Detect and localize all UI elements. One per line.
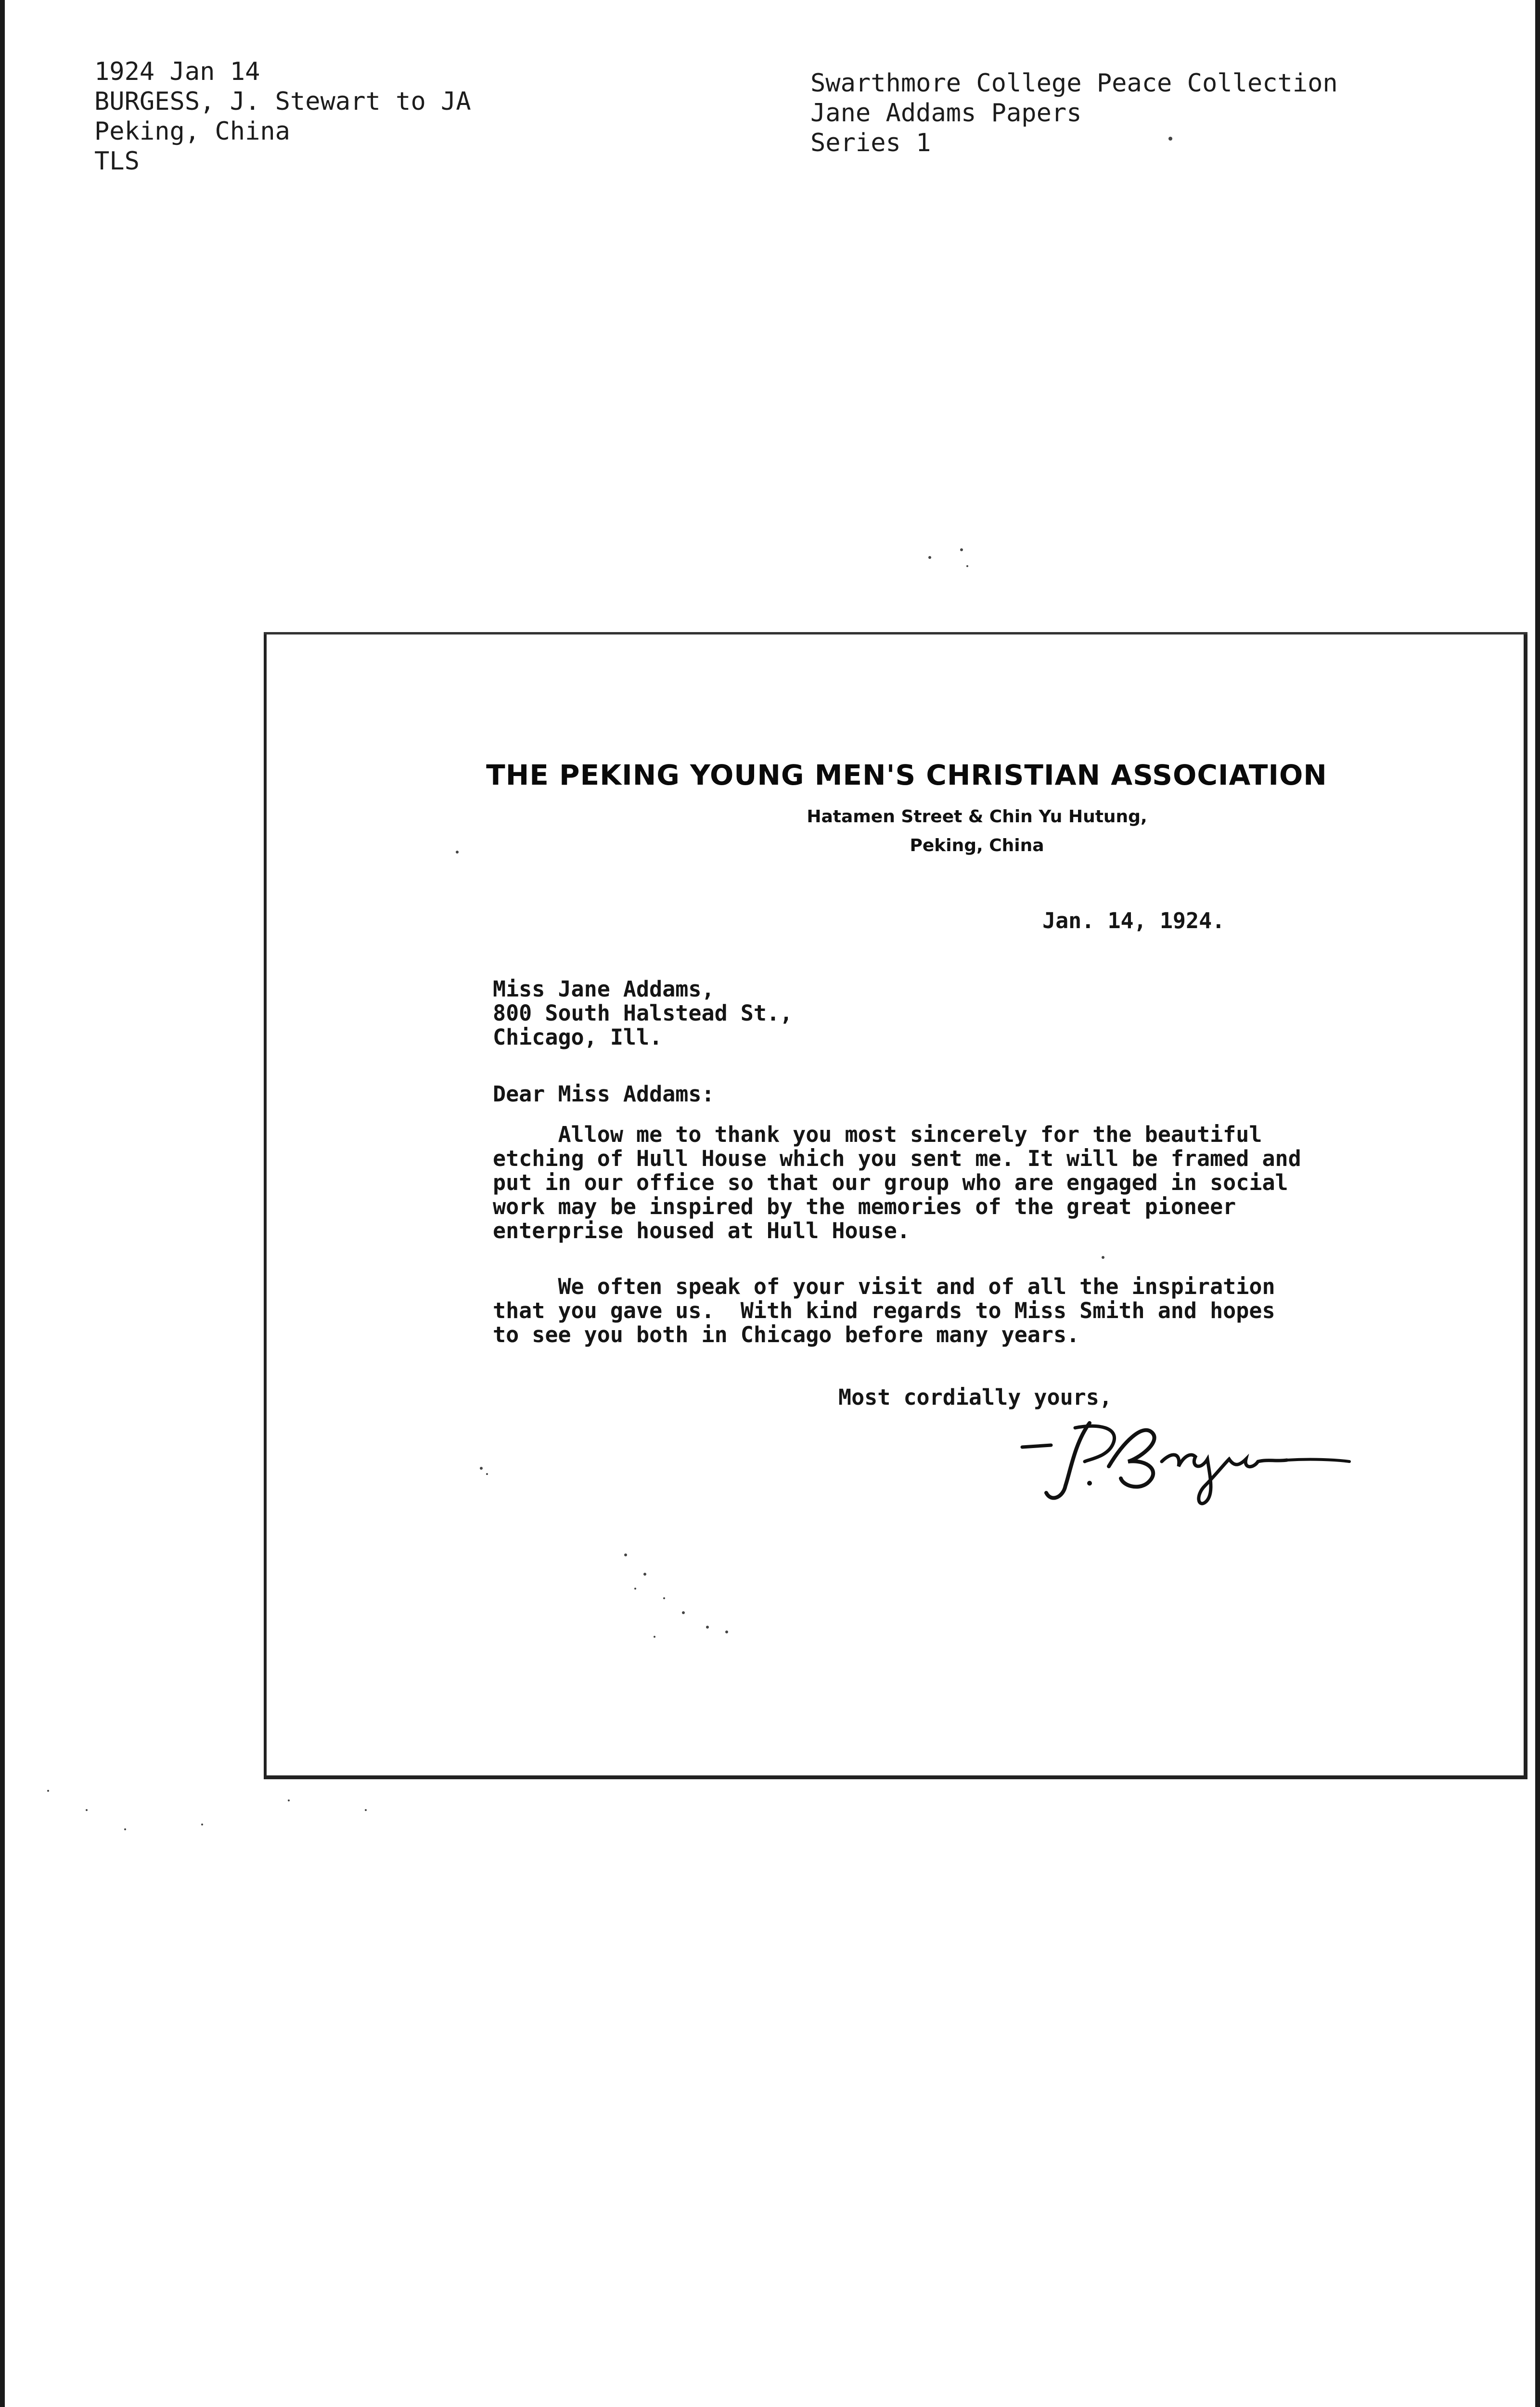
- body-line: We often speak of your visit and of all the inspiration: [493, 1274, 1275, 1299]
- catalog-correspondents: BURGESS, J. Stewart to JA: [94, 87, 471, 116]
- salutation: Dear Miss Addams:: [493, 1081, 715, 1107]
- catalog-place: Peking, China: [94, 117, 290, 146]
- recipient-address: [493, 977, 793, 1049]
- handwritten-signature: [1017, 1413, 1354, 1510]
- body-line: enterprise housed at Hull House.: [493, 1218, 910, 1243]
- body-line: to see you both in Chicago before many years.: [493, 1322, 1080, 1347]
- body-line: that you gave us. With kind regards to Miss Smith and hopes: [493, 1298, 1275, 1323]
- scan-edge-right: [1535, 0, 1540, 2407]
- recipient-street: 800 South Halstead St.,: [493, 1000, 793, 1026]
- catalog-info-left: [94, 57, 471, 176]
- recipient-name: Miss Jane Addams,: [493, 976, 715, 1002]
- catalog-info-right: [810, 68, 1338, 158]
- body-paragraph-1: [493, 1123, 1301, 1243]
- catalog-collection: Swarthmore College Peace Collection: [810, 69, 1338, 98]
- catalog-papers: Jane Addams Papers: [810, 99, 1082, 128]
- body-line: Allow me to thank you most sincerely for the beautiful: [493, 1122, 1262, 1147]
- letterhead-city: Peking, China: [910, 836, 1044, 855]
- body-line: work may be inspired by the memories of the great pioneer: [493, 1194, 1236, 1219]
- body-line: etching of Hull House which you sent me. It will be framed and: [493, 1146, 1301, 1171]
- catalog-doc-type: TLS: [94, 147, 140, 176]
- body-line: put in our office so that our group who are engaged in social: [493, 1170, 1288, 1195]
- closing: Most cordially yours,: [838, 1385, 1112, 1410]
- letter-card: [264, 634, 1527, 1775]
- letterhead-street: Hatamen Street & Chin Yu Hutung,: [807, 807, 1147, 827]
- catalog-series: Series 1: [810, 129, 931, 157]
- scan-edge-left: [0, 0, 5, 2407]
- recipient-city: Chicago, Ill.: [493, 1024, 663, 1050]
- body-paragraph-2: [493, 1275, 1275, 1347]
- letter-date: Jan. 14, 1924.: [1042, 908, 1225, 933]
- catalog-date: 1924 Jan 14: [94, 57, 260, 86]
- letterhead-organization: THE PEKING YOUNG MEN'S CHRISTIAN ASSOCIATION: [486, 759, 1327, 791]
